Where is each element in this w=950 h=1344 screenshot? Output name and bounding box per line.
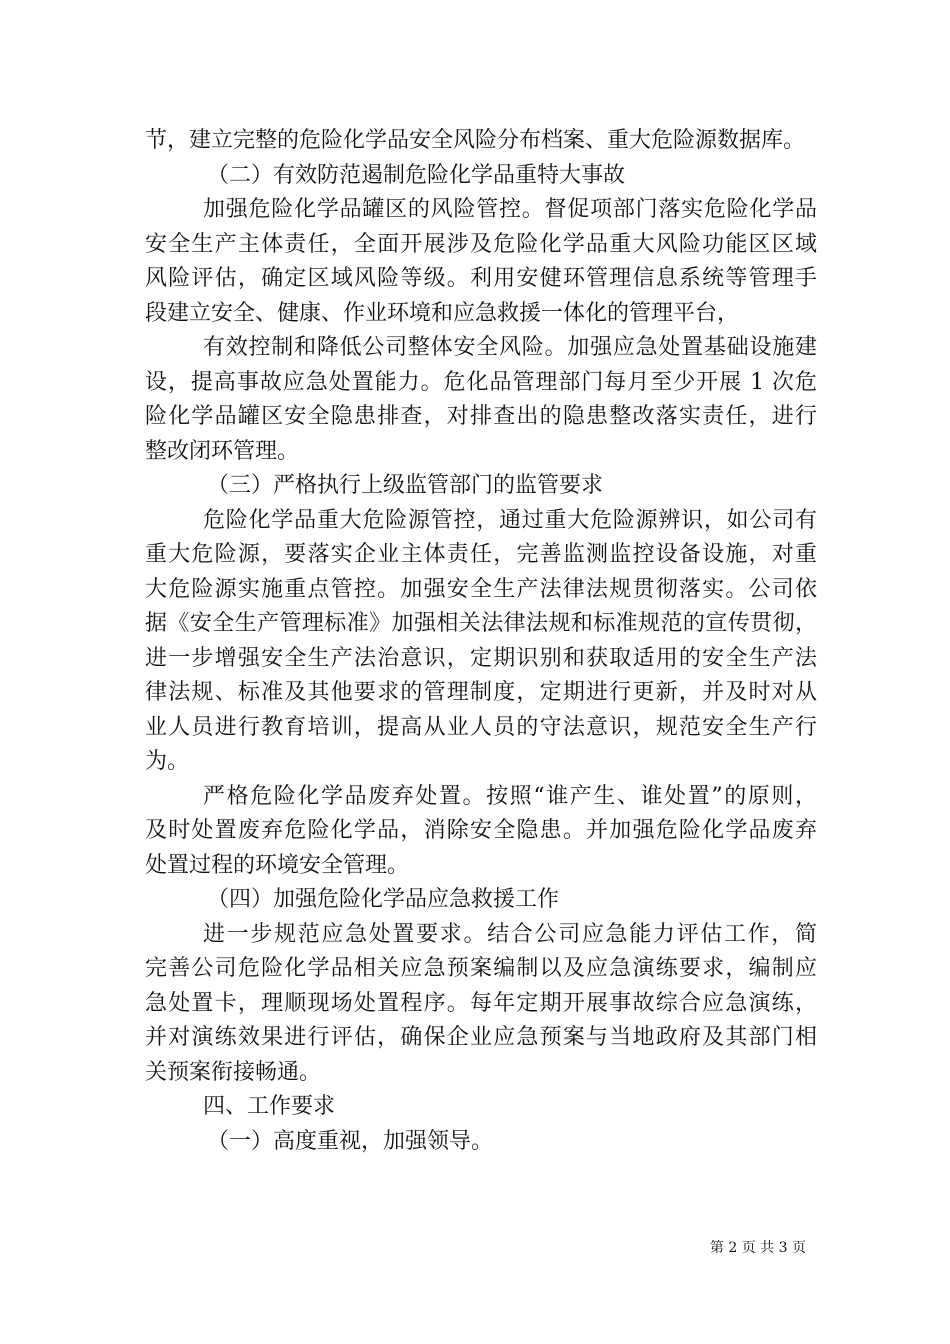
- text-line: 重大危险源，要落实企业主体责任，完善监测监控设备设施，对重: [145, 542, 817, 567]
- text-line: 为。: [145, 749, 190, 774]
- text-line: 节，建立完整的危险化学品安全风险分布档案、重大危险源数据库。: [145, 128, 806, 153]
- text-line: 律法规、标准及其他要求的管理制度，定期进行更新，并及时对从: [145, 680, 817, 705]
- text-line: 安全生产主体责任，全面开展涉及危险化学品重大风险功能区区域: [145, 231, 817, 257]
- text-line: 四、工作要求: [203, 1094, 336, 1119]
- page-number: 第 2 页 共 3 页: [709, 1240, 806, 1256]
- text-line: 有效控制和降低公司整体安全风险。加强应急处置基础设施建: [203, 335, 817, 360]
- text-line: （四）加强危险化学品应急救援工作: [207, 887, 560, 912]
- text-line: 处置过程的环境安全管理。: [145, 852, 410, 878]
- text-line: 及时处置废弃危险化学品，消除安全隐患。并加强危险化学品废弃: [145, 818, 817, 843]
- text-line: 加强危险化学品罐区的风险管控。督促项部门落实危险化学品: [203, 197, 817, 222]
- text-line: 严格危险化学品废弃处置。按照“谁产生、谁处置”的原则，: [203, 783, 817, 809]
- text-line: 进一步规范应急处置要求。结合公司应急能力评估工作，简: [203, 921, 817, 947]
- text-line: 大危险源实施重点管控。加强安全生产法律法规贯彻落实。公司依: [145, 576, 817, 602]
- text-line: 进一步增强安全生产法治意识，定期识别和获取适用的安全生产法: [145, 645, 817, 671]
- text-line: 整改闭环管理。: [145, 438, 300, 464]
- document-body: [145, 124, 817, 1159]
- text-line: 业人员进行教育培训，提高从业人员的守法意识，规范安全生产行: [145, 714, 817, 740]
- text-line: 段建立安全、健康、作业环境和应急救援一体化的管理平台，: [145, 300, 740, 326]
- text-line: 完善公司危险化学品相关应急预案编制以及应急演练要求，编制应: [145, 956, 817, 981]
- text-line: 危险化学品重大危险源管控，通过重大危险源辨识，如公司有: [203, 507, 817, 533]
- text-line: 关预案衔接畅通。: [145, 1059, 322, 1085]
- text-line: 风险评估，确定区域风险等级。利用安健环管理信息系统等管理手: [145, 266, 817, 291]
- text-line: 据《安全生产管理标准》加强相关法律法规和标准规范的宣传贯彻，: [145, 611, 817, 636]
- text-line: 险化学品罐区安全隐患排查，对排查出的隐患整改落实责任，进行: [145, 404, 817, 429]
- text-line: 并对演练效果进行评估，确保企业应急预案与当地政府及其部门相: [145, 1025, 817, 1050]
- text-line: （三）严格执行上级监管部门的监管要求: [207, 473, 604, 498]
- text-line: （一）高度重视，加强领导。: [207, 1128, 494, 1154]
- text-line: 设，提高事故应急处置能力。危化品管理部门每月至少开展 1 次危: [145, 369, 817, 395]
- text-line: （二）有效防范遏制危险化学品重特大事故: [207, 162, 626, 188]
- text-line: 急处置卡，理顺现场处置程序。每年定期开展事故综合应急演练，: [145, 990, 817, 1016]
